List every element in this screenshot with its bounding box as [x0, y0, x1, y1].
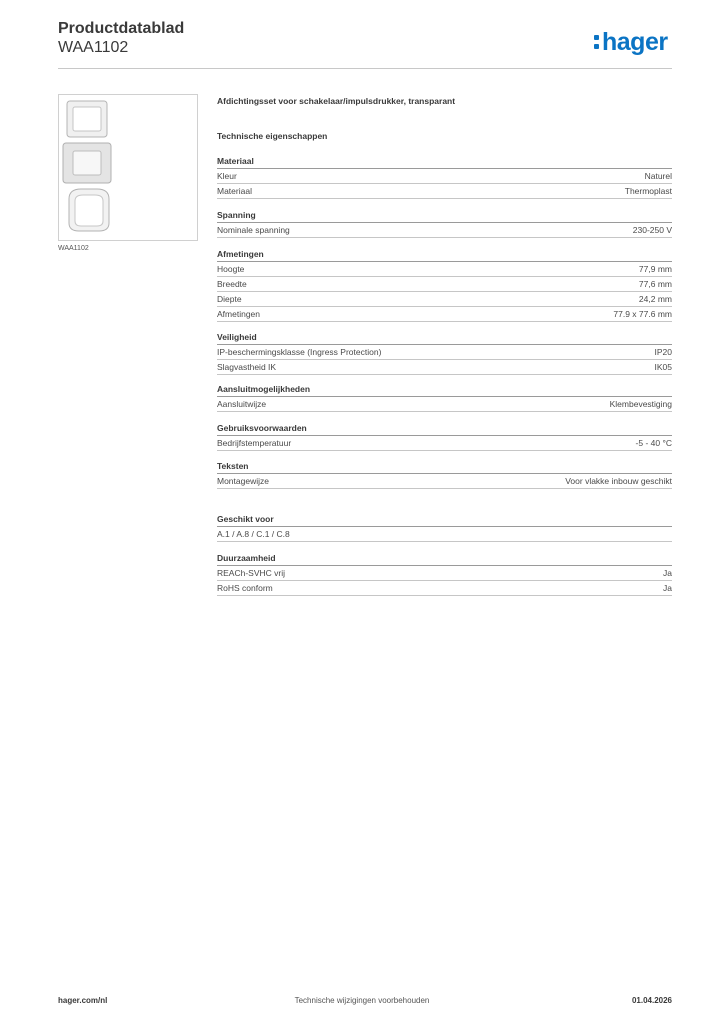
spec-label: Nominale spanning	[217, 225, 290, 235]
section-gebruiksvoorwaarden	[217, 421, 672, 451]
spec-label: Breedte	[217, 279, 247, 289]
section-spanning	[217, 208, 672, 238]
footer-website-link[interactable]: hager.com/nl	[58, 996, 108, 1005]
spec-row	[217, 436, 672, 451]
spec-value: -5 - 40 °C	[635, 438, 672, 448]
spec-content	[217, 94, 672, 593]
spec-row	[217, 307, 672, 322]
hager-logo	[594, 28, 668, 56]
spec-value: IP20	[654, 347, 672, 357]
spec-label: Bedrijfstemperatuur	[217, 438, 292, 448]
logo-dots-icon	[594, 35, 599, 49]
section-title: Materiaal	[217, 154, 672, 169]
brand-wordmark: hager	[602, 28, 668, 56]
spec-value: 77,9 mm	[638, 264, 672, 274]
spec-value: 77.9 x 77.6 mm	[613, 309, 672, 319]
section-title: Gebruiksvoorwaarden	[217, 421, 672, 436]
section-veiligheid	[217, 330, 672, 375]
spec-row	[217, 397, 672, 412]
section-afmetingen	[217, 247, 672, 322]
section-title: Aansluitmogelijkheden	[217, 382, 672, 397]
spec-label: Hoogte	[217, 264, 245, 274]
section-title: Teksten	[217, 459, 672, 474]
section-title: Afmetingen	[217, 247, 672, 262]
section-teksten	[217, 459, 672, 489]
footer-date: 01.04.2026	[631, 996, 672, 1005]
gasket-set-icon	[59, 95, 197, 240]
footer-disclaimer: Technische wijzigingen voorbehouden	[294, 996, 430, 1005]
spec-row	[217, 169, 672, 184]
section-aansluitmogelijkheden	[217, 382, 672, 412]
spec-value: Thermoplast	[624, 186, 672, 196]
spec-value: Voor vlakke inbouw geschikt	[565, 476, 672, 486]
spec-row	[217, 581, 672, 596]
spec-label: Kleur	[217, 171, 237, 181]
spec-value: Naturel	[644, 171, 672, 181]
spec-row	[217, 345, 672, 360]
header-divider	[58, 68, 672, 69]
image-caption: WAA1102	[58, 245, 89, 252]
spec-label: Afmetingen	[217, 309, 260, 319]
section-title: Geschikt voor	[217, 512, 672, 527]
spec-label: REACh-SVHC vrij	[217, 568, 286, 578]
spec-label: IP-beschermingsklasse (Ingress Protection)	[217, 347, 382, 357]
page-title: Productdatablad	[58, 20, 185, 37]
spec-row	[217, 566, 672, 581]
spec-value: 230-250 V	[632, 225, 672, 235]
spec-row	[217, 262, 672, 277]
section-duurzaamheid	[217, 551, 672, 596]
section-geschikt-voor	[217, 512, 672, 542]
spec-row	[217, 292, 672, 307]
product-image	[58, 94, 198, 241]
spec-row	[217, 277, 672, 292]
spec-row	[217, 360, 672, 375]
section-title: Duurzaamheid	[217, 551, 672, 566]
section-title: Veiligheid	[217, 330, 672, 345]
spec-label: Diepte	[217, 294, 242, 304]
spec-label: Materiaal	[217, 186, 252, 196]
spec-value: 24,2 mm	[638, 294, 672, 304]
spec-row	[217, 474, 672, 489]
spec-label: Aansluitwijze	[217, 399, 267, 409]
spec-label: Montagewijze	[217, 476, 269, 486]
spec-label: RoHS conform	[217, 583, 273, 593]
spec-value: IK05	[654, 362, 672, 372]
section-title: Spanning	[217, 208, 672, 223]
product-description: Afdichtingsset voor schakelaar/impulsdrukker, transparant	[217, 96, 456, 106]
spec-row	[217, 223, 672, 238]
spec-value: Ja	[663, 568, 672, 578]
spec-value: 77,6 mm	[638, 279, 672, 289]
product-sku: WAA1102	[58, 39, 129, 56]
spec-label: Slagvastheid IK	[217, 362, 277, 372]
tech-heading: Technische eigenschappen	[217, 131, 328, 141]
spec-label: A.1 / A.8 / C.1 / C.8	[217, 529, 290, 539]
spec-value: Ja	[663, 583, 672, 593]
spec-row	[217, 184, 672, 199]
spec-row	[217, 527, 672, 542]
spec-value: Klembevestiging	[609, 399, 672, 409]
section-materiaal	[217, 154, 672, 199]
